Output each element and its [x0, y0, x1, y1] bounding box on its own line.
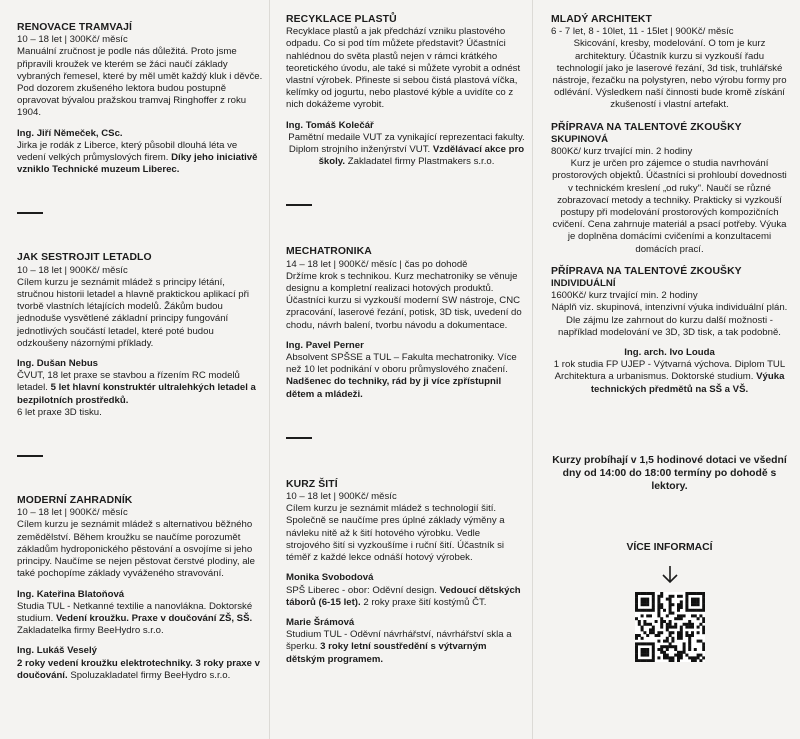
column-middle	[270, 0, 533, 739]
lecturer-bio-text: Spoluzakladatel firmy BeeHydro s.r.o.	[70, 669, 231, 681]
course-meta: 10 – 18 let | 900Kč/ měsíc	[286, 491, 397, 503]
arrow-down-icon	[659, 564, 681, 586]
course-renovace-tramvaji	[17, 22, 264, 176]
course-title: MLADÝ ARCHITEKT	[551, 14, 652, 25]
course-description-text: O tom je kurz architektury. Účastník kurzu si vyzkouší řadu technologií jako je laserové řezání, 3d tisk, truhlářské nástroje, řezačku na polystyren, nebo výrobu formy pro odlévání. Výsledkem naší činnosti bude kromě získání zkušeností i vlastní artefakt.	[552, 38, 787, 111]
course-title: RECYKLACE PLASTŮ	[286, 14, 397, 25]
course-description: Recyklace plastů a jak předchází vzniku plastového odpadu. Co si pod tím můžete představit? Účastníci nahlédnou do světa plastů nejen v rámci krátkého teoretického úvodu, ale také si můžete vyrobit a odnést vlastní výrobek. Přineste si sebou čistá plastová víčka, kelímky od jogurtu, nebo plastové kýble a uvidíte co z nich dokážeme vyrobit.	[286, 26, 521, 111]
lecturer-bio-text: Studia TUL - Netkanné textilie a nanovlákna. Doktorské studium.	[17, 600, 253, 624]
section-divider	[286, 437, 312, 439]
course-mechatronika	[286, 246, 527, 400]
course-title: KURZ ŠITÍ	[286, 478, 338, 490]
column-right	[533, 0, 800, 739]
lecturer-bio	[17, 370, 264, 419]
course-talent-individual	[551, 266, 788, 396]
course-jak-sestrojit-letadlo	[17, 252, 264, 419]
lecturer-name: Ing. Tomáš Kolečář	[286, 119, 374, 131]
lecturer-bio-text: Pamětní medaile VUT za vynikající reprezentaci fakulty. Diplom strojního inženýrství VUT.	[288, 131, 525, 156]
lecturer-bio-text: 1 rok studia FP UJEP - Výtvarná výchova. Diplom TUL Architektura a urbanismus. Doktorské studium.	[553, 359, 786, 383]
column-left	[0, 0, 270, 739]
course-subtitle: INDIVIDUÁLNÍ	[551, 278, 616, 290]
course-meta: 10 – 18 let | 900Kč/ měsíc	[17, 507, 128, 519]
lecturer-name: Ing. Jiří Němeček, CSc.	[17, 127, 123, 139]
course-title: PŘÍPRAVA NA TALENTOVÉ ZKOUŠKY	[551, 265, 742, 277]
course-meta: 10 – 18 let | 900Kč/ měsíc	[17, 264, 128, 276]
lecturer-bio-text: 2 roky praxe šití kostýmů ČT.	[363, 596, 487, 608]
course-meta: 800Kč/ kurz trvající min. 2 hodiny	[551, 146, 693, 158]
course-intro: Skicování, kresby, modelování.	[573, 38, 706, 50]
lecturer-name: Ing. Kateřina Blatoňová	[17, 588, 125, 600]
course-subtitle: SKUPINOVÁ	[551, 133, 609, 145]
course-description: Cílem kurzu je seznámit mládež s technologií šití. Společně se naučíme pres úplné základy výměny a návleku nitě až k šití hotového výrobku. Vedle strojového šití si vyzkoušíme i ruční šití. Účastník si téměř z každé lekce odnáší hotový výrobek.	[286, 503, 505, 564]
course-meta: 1600Kč/ kurz trvající min. 2 hodiny	[551, 290, 698, 302]
lecturer-bio-highlight: Výuka technických předmětů na SŠ a VŠ.	[590, 371, 785, 395]
lecturer-bio	[286, 352, 527, 401]
lecturer-bio	[286, 629, 527, 666]
lecturer-bio-highlight: Díky jeho iniciativě vzniklo Technické muzeum Liberec.	[17, 152, 258, 176]
course-meta: 6 - 7 let, 8 - 10let, 11 - 15let | 900Kč/ měsíc	[551, 26, 734, 38]
lecturer-bio-highlight: 2 roky vedení kroužku elektrotechniky. 3 roky praxe v doučování.	[17, 657, 260, 681]
lecturer-bio	[17, 658, 264, 682]
course-title: MODERNÍ ZAHRADNÍK	[17, 495, 133, 507]
more-info-heading: VÍCE INFORMACÍ	[626, 541, 713, 553]
lecturer-bio-highlight: Nadšenec do techniky, rád by ji více zpřístupnil dětem a mládeži.	[286, 376, 502, 400]
lecturer-bio-text: Zakladatel firmy Plastmakers s.r.o.	[347, 156, 495, 168]
lecturer-bio-highlight: 5 let hlavní konstruktér ultralehkých letadel a bezpilotních prostředků.	[17, 382, 256, 406]
lecturer-bio-text: Zakladatelka firmy BeeHydro s.r.o.	[17, 625, 164, 637]
lecturer-name: Ing. Dušan Nebus	[17, 358, 99, 370]
course-meta: 10 – 18 let | 300Kč/ měsíc	[17, 34, 128, 46]
course-kurz-siti	[286, 479, 527, 666]
course-title: JAK SESTROJIT LETADLO	[17, 252, 152, 264]
course-description	[551, 38, 788, 111]
lecturer-bio-text: Jirka je rodák z Liberce, který působil dlouhá léta ve vedení velkých průmyslových firem.	[17, 139, 238, 164]
lecturer-bio-text: Absolvent SPŠSE a TUL – Fakulta mechatroniky. Více než 10 let podnikání v oboru průmyslového značení.	[286, 352, 517, 376]
course-title: RENOVACE TRAMVAJÍ	[17, 22, 133, 33]
lecturer-bio-text: Studium TUL - Oděvní návrhářství, návrhářství skla a šperku.	[286, 629, 512, 653]
lecturer-bio-highlight: Vzdělávací akce pro školy.	[318, 144, 525, 168]
schedule-note: Kurzy probíhají v 1,5 hodinové dotaci ve všední dny od 14:00 do 18:00 termíny po dohodě s lektory.	[552, 454, 787, 493]
section-divider	[17, 455, 43, 457]
course-mlady-architekt	[551, 14, 788, 112]
section-divider	[286, 204, 312, 206]
course-recyklace-plastu	[286, 14, 527, 168]
lecturer-bio-highlight: Vedení kroužku. Praxe v doučování ZŠ, SŠ.	[55, 612, 253, 624]
lecturer-bio-highlight: 3 roky letní soustředění s výtvarným dětským programem.	[286, 641, 487, 665]
section-divider	[17, 212, 43, 214]
course-description: Cílem kurzu je seznámit mládež s alternativou běžného zemědělství. Během kroužku se naučíme porozumět základům hydroponického pěstování a osvojíme si jeho principy. Naučíme se nejen pěstovat čerstvé plodiny, ale také pochopíme základy vyváženého stravování.	[17, 519, 256, 580]
lecturer-bio	[17, 140, 264, 177]
lecturer-name: Ing. Lukáš Veselý	[17, 645, 97, 657]
course-description: Držíme krok s technikou. Kurz mechatroniky se věnuje designu a kompletní realizaci hotových produktů. Účastníci kurzu si vyzkouší moderní SW nástroje, CNC zpracování, laserové řezání, potisk, 3D tisk, uvedení do chodu, návrh balení, tvorbu návodu a dokumentace.	[286, 270, 522, 331]
course-title: MECHATRONIKA	[286, 246, 372, 258]
lecturer-name: Ing. arch. Ivo Louda	[624, 347, 715, 359]
lecturer-bio-text: 6 let praxe 3D tisku.	[17, 406, 102, 418]
lecturer-bio	[286, 585, 527, 609]
lecturer-bio-text: ČVUT, 18 let praxe se stavbou a řízením RC modelů letadel.	[17, 370, 240, 394]
lecturer-name: Monika Svobodová	[286, 572, 374, 584]
lecturer-name: Ing. Pavel Perner	[286, 339, 364, 351]
course-description: Cílem kurzu je seznámit mládež s principy létání, stručnou historii letadel a hlavně praktickou aplikací při tvorbě vlastních létajících modelů. Žákům budou jednoduše vysvětlené základní principy fungování jednotlivých součástí letadel, které poté budou odzkoušeny názornými příklady.	[17, 276, 249, 349]
course-meta: 14 – 18 let | 900Kč/ měsíc | čas po dohodě	[286, 258, 468, 270]
course-description: Manuální zručnost je podle nás důležitá. Proto jsme připravili kroužek ve kterém se žáci naučí základy vybraných řemesel, které by měl umět každý kluk i děvče. Pod dozorem zkušeného lektora budou postupně opravovat bývalou pražskou tramvaj Ringhoffer z roku 1904.	[17, 46, 263, 119]
course-description: Náplň viz. skupinová, intenzivní výuka individuální plán. Dle zájmu lze zahrnout do kurzu další možnosti - například modelování ve 3D, 3D tisk, a tak podobně.	[551, 302, 788, 338]
course-talent-group	[551, 122, 788, 256]
course-description: Kurz je určen pro zájemce o studia navrhování prostorových objektů. Účastníci si prohloubí dovednosti v technickém kreslení „od ruky". Naučí se různé zobrazovací metody a techniky. Prakticky si vyzkouší postupy při modelování prostorových kompozičních cvičení. Cena zahrnuje materiál a psací potřeby. Výuka je doplněna domácími cvičeními a konzultacemi domácích prací.	[552, 158, 787, 255]
course-moderni-zahradnik	[17, 495, 264, 682]
lecturer-bio	[551, 359, 788, 396]
lecturer-bio-highlight: Vedoucí dětských táborů (6-15 let).	[286, 584, 521, 608]
qr-code-icon[interactable]	[635, 592, 705, 662]
course-title: PŘÍPRAVA NA TALENTOVÉ ZKOUŠKY	[551, 121, 742, 133]
lecturer-bio	[286, 132, 527, 169]
lecturer-name: Marie Šrámová	[286, 616, 355, 628]
lecturer-bio-text: SPŠ Liberec - obor: Oděvní design.	[286, 584, 437, 596]
lecturer-bio	[17, 601, 264, 638]
